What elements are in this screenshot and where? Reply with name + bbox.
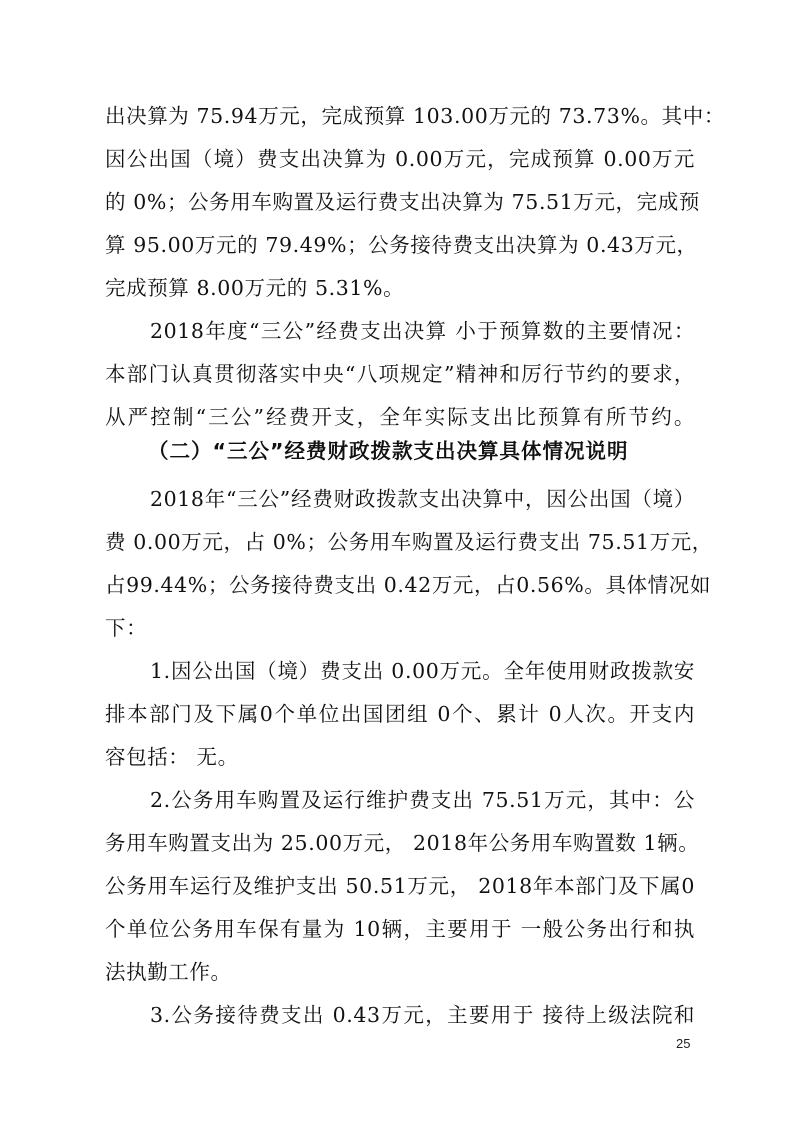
paragraph-line: 占99.44%；公务接待费支出 0.42万元，占0.56%。具体情况如 — [105, 573, 711, 597]
paragraph-line: 因公出国（境）费支出决算为 0.00万元，完成预算 0.00万元 — [105, 147, 695, 171]
paragraph-line: 3.公务接待费支出 0.43万元，主要用于 接待上级法院和 — [150, 1003, 695, 1027]
paragraph-line: 2018年度“三公”经费支出决算 小于预算数的主要情况： — [150, 319, 695, 343]
paragraph-line: 的 0%；公务用车购置及运行费支出决算为 75.51万元，完成预 — [105, 190, 700, 214]
paragraph-line: 本部门认真贯彻落实中央“八项规定”精神和厉行节约的要求， — [105, 362, 695, 386]
paragraph-line: 排本部门及下属0个单位出国团组 0个、累计 0人次。开支内 — [105, 702, 695, 726]
paragraph-line: 2.公务用车购置及运行维护费支出 75.51万元，其中：公 — [150, 788, 695, 812]
paragraph-line: 费 0.00万元，占 0%；公务用车购置及运行费支出 75.51万元， — [105, 530, 713, 554]
paragraph-line: 务用车购置支出为 25.00万元， 2018年公务用车购置数 1辆。 — [105, 831, 700, 855]
page-number: 25 — [676, 1036, 691, 1051]
paragraph-line: 下： — [105, 616, 148, 640]
paragraph-line: 完成预算 8.00万元的 5.31%。 — [105, 276, 405, 300]
paragraph-line: 算 95.00万元的 79.49%；公务接待费支出决算为 0.43万元， — [105, 233, 698, 257]
paragraph-line: 1.因公出国（境）费支出 0.00万元。全年使用财政拨款安 — [150, 659, 695, 683]
paragraph-line: 2018年“三公”经费财政拨款支出决算中，因公出国（境） — [150, 487, 695, 511]
paragraph-line: 个单位公务用车保有量为 10辆，主要用于 一般公务出行和执 — [105, 917, 695, 941]
paragraph-line: 出决算为 75.94万元，完成预算 103.00万元的 73.73%。其中： — [105, 104, 725, 128]
paragraph-line: 容包括： 无。 — [105, 745, 239, 769]
paragraph-line: 从严控制“三公”经费开支，全年实际支出比预算有所节约。 — [105, 405, 695, 429]
paragraph-line: 公务用车运行及维护支出 50.51万元， 2018年本部门及下属0 — [105, 874, 695, 898]
paragraph-line: 法执勤工作。 — [105, 960, 232, 984]
section-heading: （二）“三公”经费财政拨款支出决算具体情况说明 — [148, 439, 629, 463]
